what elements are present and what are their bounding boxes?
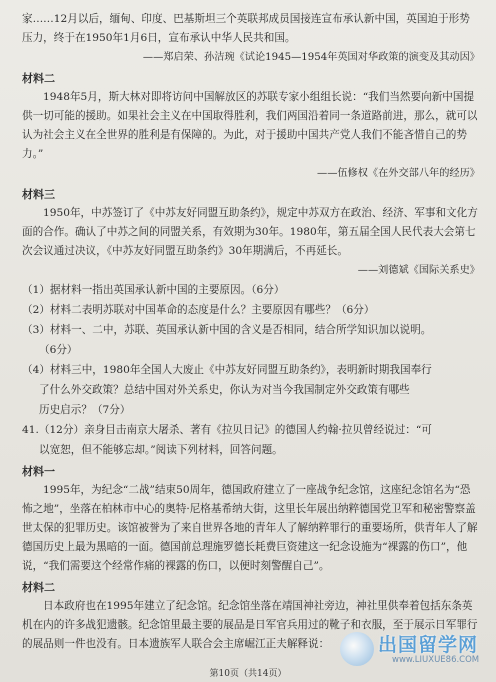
watermark-logo	[340, 630, 490, 674]
question-2: （2）材料二表明苏联对中国革命的态度是什么？主要原因有哪些？（6分）	[22, 304, 375, 316]
question-list	[22, 280, 480, 420]
watermark-title: 出国留学网	[378, 634, 479, 656]
watermark-url: www.LIUXUE86.COM	[392, 655, 480, 665]
material-3-source: ——刘德斌《国际关系史》	[357, 265, 480, 276]
material-3-paragraph: 1950年，中苏签订了《中苏友好同盟互助条约》，规定中苏双方在政治、经济、军事和文化方面的合作。确认了中苏之间的同盟关系，有效期为30年。1980年，第五届全国人民代表大会第七次会议通过决议，《中苏友好同盟互助条约》30年期满后，不再延长。	[22, 207, 478, 257]
question-4-line-1: （4）材料三中，1980年全国人大废止《中苏友好同盟互助条约》，表明新时期我国奉行	[22, 364, 432, 376]
question-4	[22, 360, 480, 420]
intro-paragraph: 家……12月以后，缅甸、印度、巴基斯坦三个英联邦成员国接连宣布承认新中国，英国迫于形势压力，终于在1950年1月6日，宣布承认中华人民共和国。	[22, 13, 470, 44]
question-3-line-2: （6分）	[39, 344, 78, 356]
q41-material-2-paragraph: 日本政府也在1995年建立了纪念馆。纪念馆坐落在靖国神社旁边，神社里供奉着包括东条英机在内的许多战犯遗骸。纪念馆里最主要的展品是日军官兵用过的靴子和衣服，至于展示日军罪行的展品则一件也没有。日本遗族军人联合会主席崛江正夫解释说：	[22, 600, 478, 650]
question-41-line-2: 以宽恕，但不能够忘却。”阅读下列材料，回答问题。	[39, 444, 283, 456]
material-2-paragraph: 1948年5月，斯大林对即将访问中国解放区的苏联专家小组组长说：“我们当然要向新中国提供一切可能的援助。如果社会主义在中国取得胜利，我们两国沿着同一条道路前进，那么，就可以认为社会主义在全世界的胜利是有保障的。为此，对于援助中国共产党人我们不能吝惜自己的势力。”	[22, 91, 478, 160]
question-3-line-1: （3）材料一、二中，苏联、英国承认新中国的含义是否相同，结合所学知识加以说明。	[22, 324, 432, 336]
material-3-heading: 材料三	[22, 188, 55, 201]
material-2-heading: 材料二	[22, 72, 55, 85]
question-4-line-2: 了什么外交政策？总结中国对外关系史，你认为对当今我国制定外交政策有哪些	[39, 384, 410, 396]
q41-material-1-paragraph: 1995年，为纪念“二战”结束50周年，德国政府建立了一座战争纪念馆，这座纪念馆名为“恐怖之地”，坐落在柏林市中心的奥特·尼格基希纳大街，这里长年展出纳粹德国党卫军和秘密警察盖世太保的犯罪历史。该馆被誉为了来自世界各地的青年人了解纳粹罪行的重要场所，供青年人了解德国历史上最为黑暗的一面。德国前总理施罗德长耗费巨资建这一纪念设施为“裸露的伤口”，他说，“我们需要这个经常作痛的裸露的伤口，以便时刻警醒自己”。	[22, 484, 478, 572]
question-4-line-3: 历史启示？（7分）	[39, 404, 131, 416]
globe-icon	[340, 632, 374, 666]
question-41-line-1: 41.（12分）亲身目击南京大屠杀、著有《拉贝日记》的德国人约翰·拉贝曾经说过：“可	[22, 424, 432, 436]
q41-material-2-heading: 材料二	[22, 581, 55, 594]
intro-source: ——郑启荣、孙洁琬《试论1945—1954年英国对华政策的演变及其动因》	[142, 52, 480, 63]
question-41	[22, 420, 480, 460]
question-1: （1）据材料一指出英国承认新中国的主要原因。（6分）	[22, 284, 285, 296]
material-2-source: ——伍修权《在外交部八年的经历》	[317, 168, 480, 179]
question-3	[22, 320, 480, 360]
q41-material-1-heading: 材料一	[22, 465, 55, 478]
page-content	[22, 10, 480, 654]
page-number: 第10页（共14页）	[209, 669, 287, 679]
